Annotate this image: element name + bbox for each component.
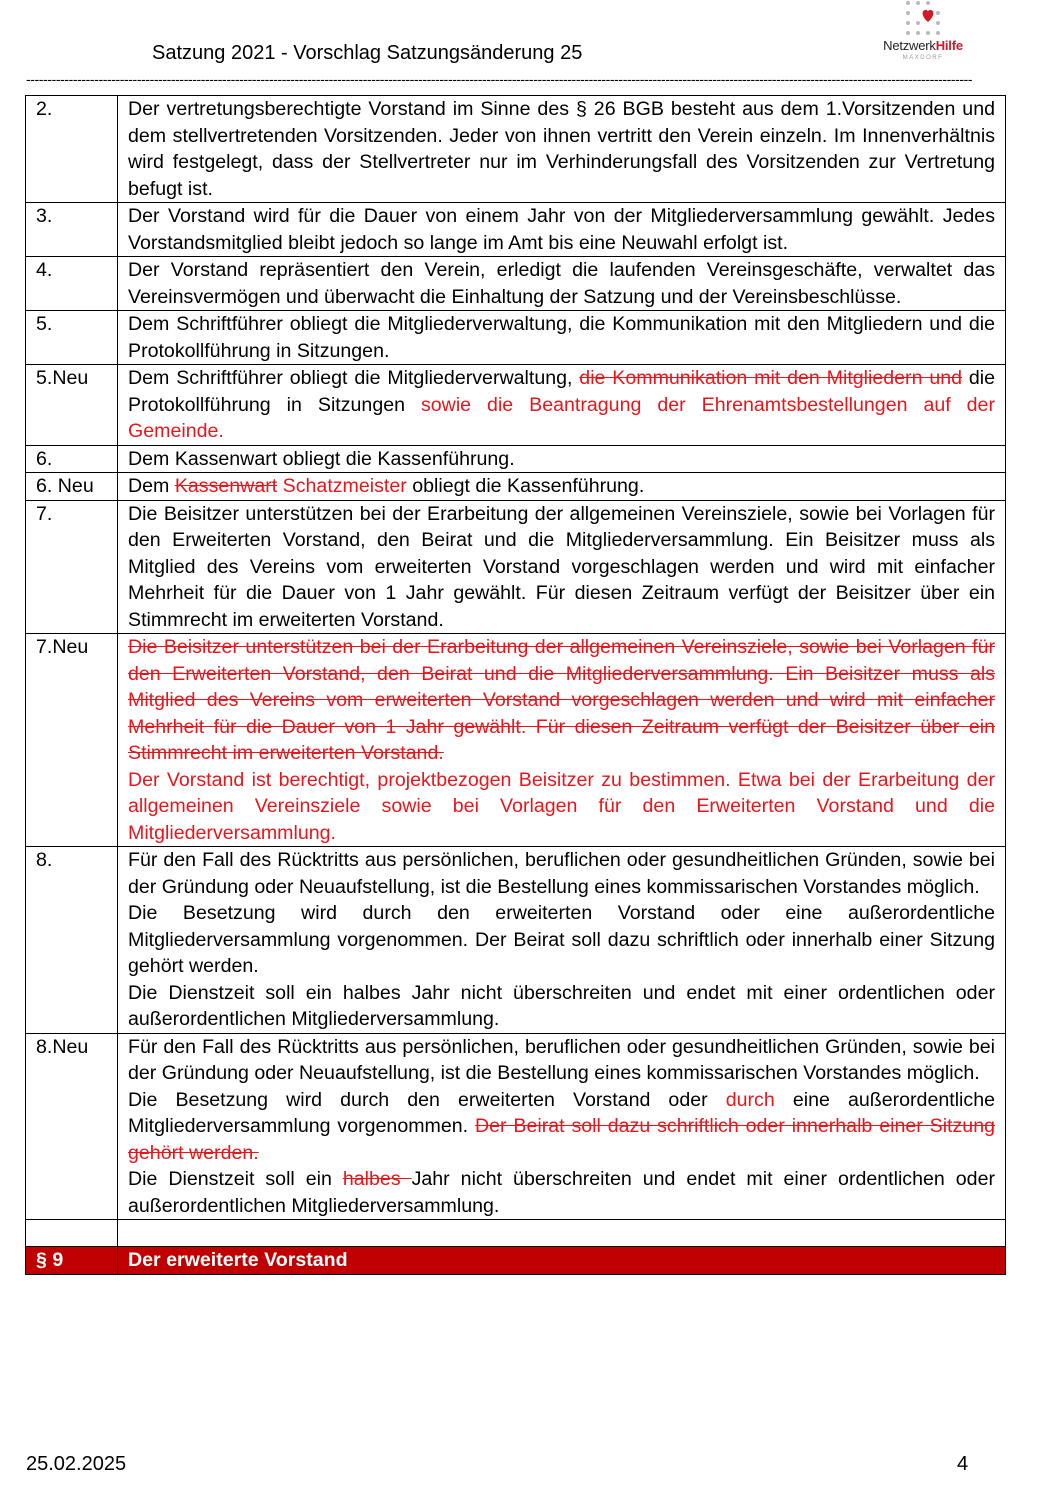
paragraph-text [118,500,1006,634]
table-row [26,311,1006,365]
inserted-text: durch [725,1088,775,1111]
table-row [26,203,1006,257]
empty-text-cell [118,1220,1006,1247]
logo-word-hilfe: Hilfe [935,38,963,53]
deleted-text: die Kommunikation mit den Mitgliedern und [579,367,963,389]
text-segment: Dem Schriftführer obliegt die Mitgliederverwaltung, die Kommunikation mit den Mitgliedern und die Protokollführung in Sitzungen. [128,313,995,362]
paragraph-text [118,96,1006,203]
text-segment: Der vertretungsberechtigte Vorstand im Sinne des § 26 BGB besteht aus dem 1.Vorsitzenden und dem stellvertretenden Vorsitzenden. Jeder von ihnen vertritt den Verein einzeln. Im Innenverhältnis wird festgelegt, dass der Stellvertreter nur im Verhinderungsfall des Vorsitzenden zur Vertretung befugt ist. [128,98,995,200]
paragraph-number: 7. [26,500,118,634]
section-number: § 9 [26,1247,118,1275]
paragraph-text [118,311,1006,365]
text-segment: Die Dienstzeit soll ein halbes Jahr nicht überschreiten und endet mit einer ordentlichen oder außerordentlichen Mitgliederversammlung. [128,981,995,1030]
paragraph-text [118,445,1006,473]
text-segment: Die Dienstzeit soll ein [128,1168,343,1190]
paragraph-text [118,634,1006,847]
inserted-text: Schatzmeister [282,475,407,497]
paragraph-number: 4. [26,257,118,311]
logo-wordmark [878,38,968,53]
paragraph-text [118,203,1006,257]
paragraph-number: 5. [26,311,118,365]
table-row [26,365,1006,446]
paragraph-number: 7.Neu [26,634,118,847]
text-segment: Der Vorstand wird für die Dauer von einem Jahr von der Mitgliederversammlung gewählt. Jedes Vorstandsmitglied bleibt jedoch so lange im Amt bis eine Neuwahl erfolgt ist. [128,205,995,254]
empty-num-cell [26,1220,118,1247]
text-segment: Die Besetzung wird durch den erweiterten Vorstand oder [128,1088,726,1111]
table-row [26,445,1006,473]
text-segment: Dem Schriftführer obliegt die Mitgliederverwaltung, [128,367,580,389]
deleted-text: Der Beirat soll dazu schriftlich oder innerhalb einer Sitzung gehört werden. [128,1115,995,1164]
text-segment: eine außerordentliche Mitgliederversammlung vorgenommen. [128,1088,995,1137]
paragraph-text [118,365,1006,446]
logo-word-netzwerk: Netzwerk [883,38,936,53]
text-segment: Die Besetzung wird durch den erweiterten Vorstand oder eine außerordentliche Mitgliederversammlung vorgenommen. Der Beirat soll dazu schriftlich oder innerhalb einer Sitzung gehört werden. [128,902,995,977]
header-separator: ------------------------------------------------------------------------------------------------------------------------------------------------------------------------------------------------------------------------------ [26,73,973,85]
section-title: Der erweiterte Vorstand [118,1247,1006,1275]
text-segment: obliegt die Kassenführung. [406,475,645,497]
text-segment: Die Beisitzer unterstützen bei der Erarbeitung der allgemeinen Vereinsziele, sowie bei Vorlagen für den Erweiterten Vorstand, den Beirat und die Mitgliederversammlung. Ein Beisitzer muss als Mitglied des Vereins vom erweiterten Vorstand vorgeschlagen werden und wird mit einfacher Mehrheit für die Dauer von 1 Jahr gewählt. Für diesen Zeitraum verfügt der Beisitzer über ein Stimmrecht im erweiterten Vorstand. [128,502,995,631]
paragraph-number: 6. Neu [26,473,118,501]
paragraph-number: 3. [26,203,118,257]
text-segment: Für den Fall des Rücktritts aus persönlichen, beruflichen oder gesundheitlichen Gründen, sowie bei der Gründung oder Neuaufstellung, ist die Bestellung eines kommissarischen Vorstandes möglich. [128,1035,995,1084]
page-header-title: Satzung 2021 - Vorschlag Satzungsänderung 25 [152,42,583,64]
satzung-table [25,95,1006,1275]
table-row-empty [26,1220,1006,1247]
paragraph-number: 6. [26,445,118,473]
deleted-text: halbes [342,1168,412,1190]
paragraph-text [118,473,1006,501]
table-row [26,1033,1006,1220]
table-row [26,473,1006,501]
paragraph-number: 5.Neu [26,365,118,446]
paragraph-number: 2. [26,96,118,203]
paragraph-text [118,1033,1006,1220]
text-segment: Dem [128,475,175,497]
paragraph-text [118,847,1006,1034]
text-segment: die Protokollführung in Sitzungen [128,367,996,416]
deleted-text: Kassenwart [174,475,278,497]
satzung-rows [26,96,1006,1220]
table-row [26,500,1006,634]
text-segment: Für den Fall des Rücktritts aus persönlichen, beruflichen oder gesundheitlichen Gründen, sowie bei der Gründung oder Neuaufstellung, ist die Bestellung eines kommissarischen Vorstandes möglich. [128,849,995,898]
text-segment: Der Vorstand repräsentiert den Verein, erledigt die laufenden Vereinsgeschäfte, verwaltet das Vereinsvermögen und überwacht die Einhaltung der Satzung und der Vereinsbeschlüsse. [128,259,995,308]
paragraph-number: 8. [26,847,118,1034]
footer-page-number: 4 [957,1453,969,1475]
logo-dots-icon [904,0,944,38]
text-segment: Dem Kassenwart obliegt die Kassenführung. [128,447,515,470]
paragraph-number: 8.Neu [26,1033,118,1220]
deleted-text: Die Beisitzer unterstützen bei der Erarbeitung der allgemeinen Vereinsziele, sowie bei Vorlagen für den Erweiterten Vorstand, den Beirat und die Mitgliederversammlung. Ein Beisitzer muss als Mitglied des Vereins vom erweiterten Vorstand vorgeschlagen werden und wird mit einfacher Mehrheit für die Dauer von 1 Jahr gewählt. Für diesen Zeitraum verfügt der Beisitzer über ein Stimmrecht im erweiterten Vorstand. [128,636,995,764]
section-heading-row [26,1247,1006,1275]
table-row [26,257,1006,311]
text-segment: Jahr nicht überschreiten und endet mit einer ordentlichen oder außerordentlichen Mitgliederversammlung. [128,1168,995,1217]
paragraph-text [118,257,1006,311]
inserted-text: Der Vorstand ist berechtigt, projektbezogen Beisitzer zu bestimmen. Etwa bei der Erarbeitung der allgemeinen Vereinsziele sowie bei Vorlagen für den Erweiterten Vorstand und die Mitgliederversammlung. [128,768,995,844]
netzwerkhilfe-logo [878,0,968,70]
table-row [26,96,1006,203]
logo-subtitle: MAXDORF [902,55,944,61]
footer-date: 25.02.2025 [26,1453,127,1475]
table-row [26,847,1006,1034]
table-row [26,634,1006,847]
inserted-text: sowie die Beantragung der Ehrenamtsbestellungen auf der Gemeinde. [128,393,995,442]
